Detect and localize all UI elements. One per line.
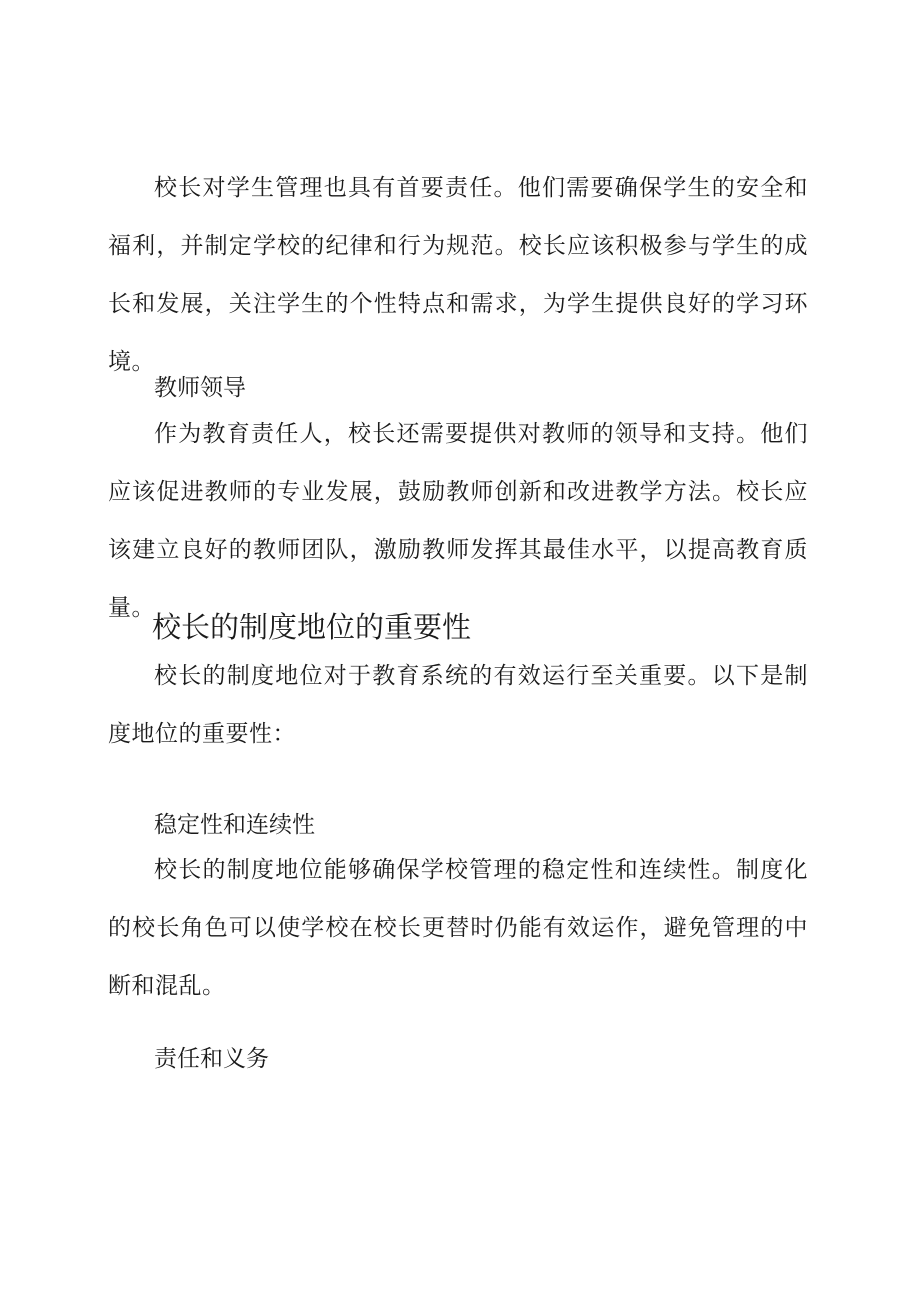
paragraph-stability: 校长的制度地位能够确保学校管理的稳定性和连续性。制度化的校长角色可以使学校在校长更替时仍能有效运作，避免管理的中断和混乱。 (108, 857, 808, 999)
heading-teacher-leadership: 教师领导 (154, 375, 246, 401)
heading-stability: 稳定性和连续性 (154, 812, 315, 838)
paragraph-teacher-leadership: 作为教育责任人，校长还需要提供对教师的领导和支持。他们应该促进教师的专业发展，鼓励教师创新和改进教学方法。校长应该建立良好的教师团队，激励教师发挥其最佳水平，以提高教育质量。 (108, 421, 808, 621)
heading-responsibility: 责任和义务 (154, 1046, 269, 1072)
paragraph-importance: 校长的制度地位对于教育系统的有效运行至关重要。以下是制度地位的重要性： (108, 663, 808, 747)
paragraph-student-management: 校长对学生管理也具有首要责任。他们需要确保学生的安全和福利，并制定学校的纪律和行为规范。校长应该积极参与学生的成长和发展，关注学生的个性特点和需求，为学生提供良好的学习环境。 (108, 175, 808, 375)
heading-importance: 校长的制度地位的重要性 (152, 610, 472, 644)
